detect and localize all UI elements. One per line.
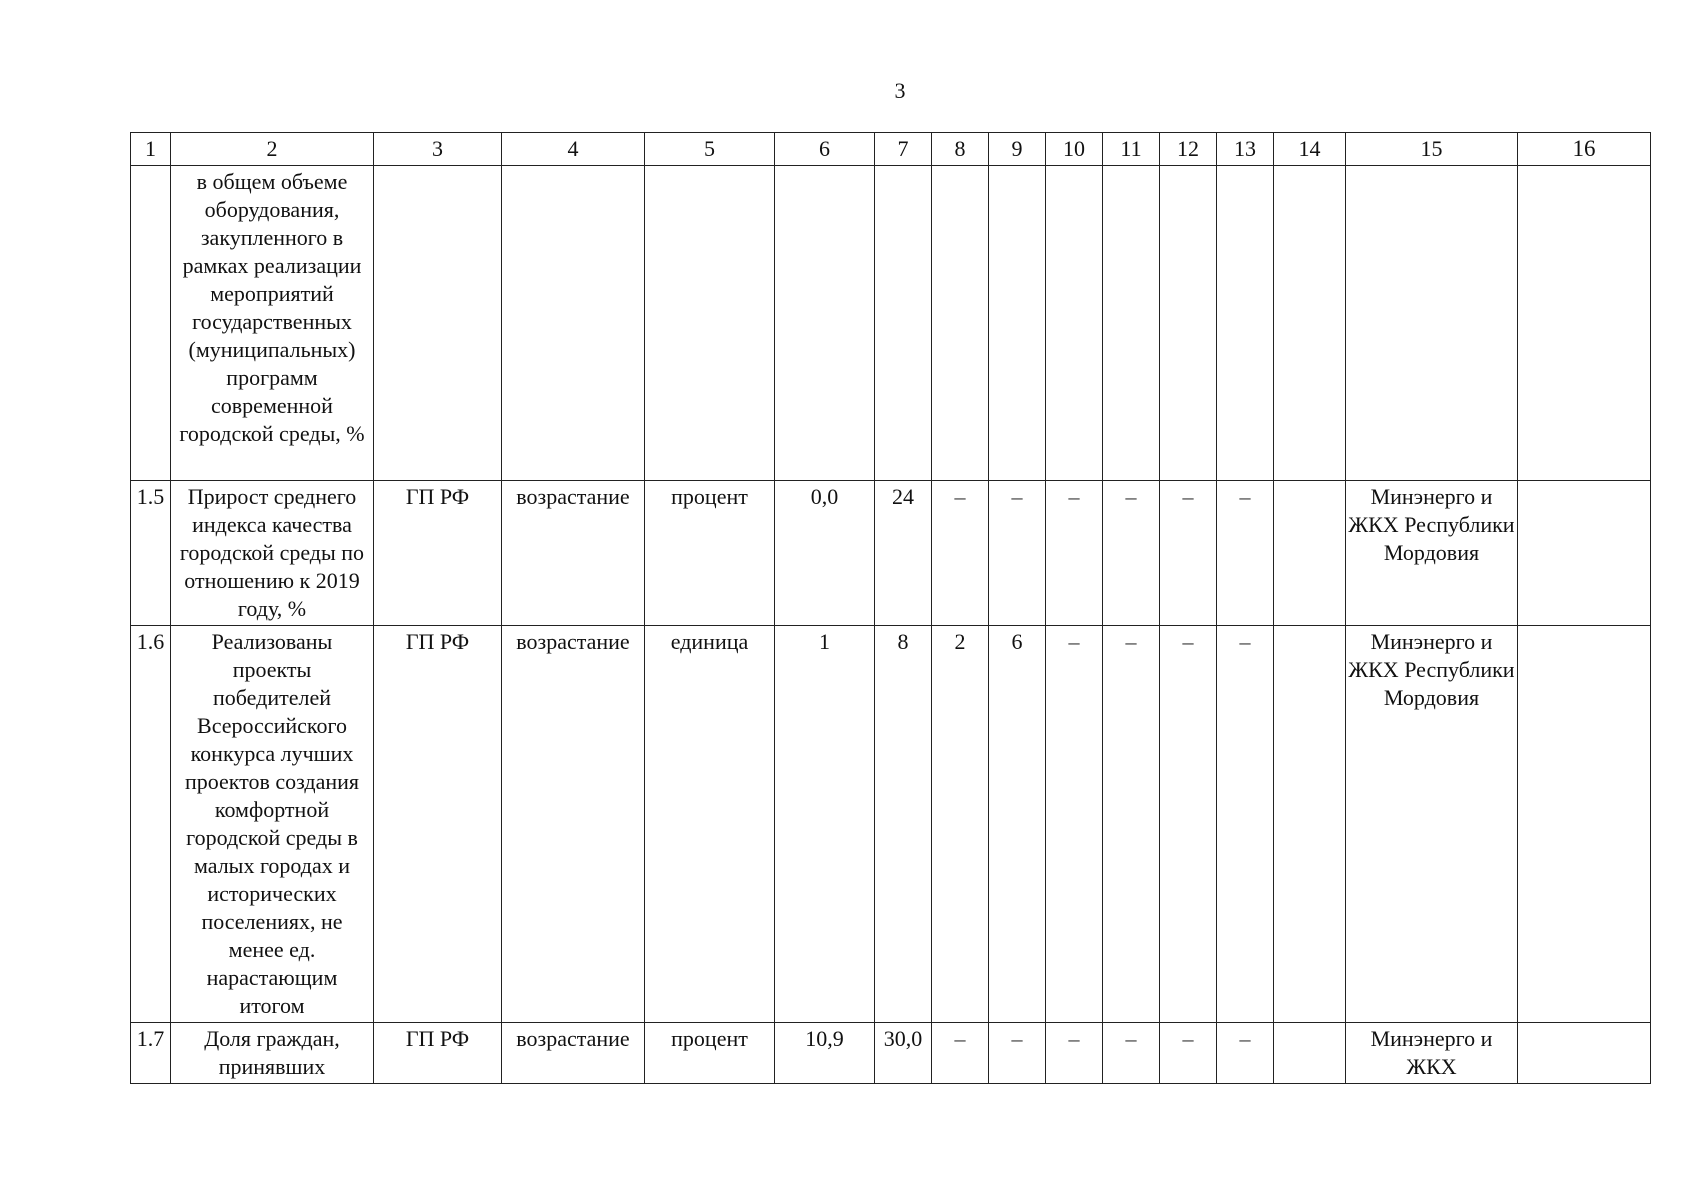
indicator-name-cell: в общем объеме оборудования, закупленного в рамках реализации мероприятий государственных (муниципальных) программ современной городской среды, %: [171, 166, 374, 481]
indicator-name-cell: Доля граждан, принявших: [171, 1023, 374, 1084]
table-cell: процент: [645, 1023, 775, 1084]
table-cell: [1160, 166, 1217, 481]
header-cell: 14: [1274, 133, 1346, 166]
row-number-cell: 1.6: [131, 626, 171, 1023]
table-cell: –: [1217, 1023, 1274, 1084]
table-cell: –: [1103, 626, 1160, 1023]
table-cell: –: [1160, 626, 1217, 1023]
indicator-name-cell: Прирост среднего индекса качества городской среды по отношению к 2019 году, %: [171, 481, 374, 626]
header-cell: 2: [171, 133, 374, 166]
table-cell: –: [932, 1023, 989, 1084]
table-cell: [1274, 166, 1346, 481]
row-number-cell: 1.5: [131, 481, 171, 626]
table-cell: [932, 166, 989, 481]
table-cell: ГП РФ: [374, 626, 502, 1023]
header-cell: 13: [1217, 133, 1274, 166]
table-cell: [1217, 166, 1274, 481]
table-cell: [989, 166, 1046, 481]
table-cell: –: [1103, 481, 1160, 626]
table-cell: [1518, 166, 1651, 481]
table-cell: [1103, 166, 1160, 481]
table-cell: [374, 166, 502, 481]
table-cell: –: [989, 1023, 1046, 1084]
table-cell: 6: [989, 626, 1046, 1023]
table-cell: [1518, 1023, 1651, 1084]
table-cell: возрастание: [502, 626, 645, 1023]
row-number-cell: 1.7: [131, 1023, 171, 1084]
table-cell: процент: [645, 481, 775, 626]
table-cell: –: [1046, 626, 1103, 1023]
responsible-cell: Минэнерго и ЖКХ Республики Мордовия: [1346, 626, 1518, 1023]
table-cell: ГП РФ: [374, 481, 502, 626]
table-cell: –: [1160, 481, 1217, 626]
table-cell: –: [1217, 481, 1274, 626]
table-row: [131, 481, 1651, 626]
page-number: 3: [894, 78, 906, 103]
table-cell: 30,0: [875, 1023, 932, 1084]
table-cell: [875, 166, 932, 481]
table-cell: –: [1046, 1023, 1103, 1084]
table-cell: [1274, 481, 1346, 626]
header-cell: 16: [1518, 133, 1651, 166]
table-cell: 8: [875, 626, 932, 1023]
table-cell: 1: [775, 626, 875, 1023]
table-cell: [1518, 626, 1651, 1023]
header-cell: 1: [131, 133, 171, 166]
responsible-cell: Минэнерго и ЖКХ Республики Мордовия: [1346, 481, 1518, 626]
table-cell: единица: [645, 626, 775, 1023]
header-cell: 6: [775, 133, 875, 166]
indicator-name-cell: Реализованы проекты победителей Всероссийского конкурса лучших проектов создания комфортной городской среды в малых городах и исторических поселениях, не менее ед. нарастающим итогом: [171, 626, 374, 1023]
table-cell: [1346, 166, 1518, 481]
table-cell: [1274, 626, 1346, 1023]
header-cell: 15: [1346, 133, 1518, 166]
table-cell: возрастание: [502, 1023, 645, 1084]
table-cell: [1046, 166, 1103, 481]
header-cell: 12: [1160, 133, 1217, 166]
header-cell: 5: [645, 133, 775, 166]
table-cell: 24: [875, 481, 932, 626]
header-cell: 3: [374, 133, 502, 166]
table-header-row: [131, 133, 1651, 166]
table-row: [131, 626, 1651, 1023]
table-cell: [1274, 1023, 1346, 1084]
header-cell: 9: [989, 133, 1046, 166]
row-number-cell: [131, 166, 171, 481]
table-cell: [775, 166, 875, 481]
table-cell: –: [989, 481, 1046, 626]
table-row: [131, 166, 1651, 481]
table-cell: –: [932, 481, 989, 626]
table-cell: –: [1160, 1023, 1217, 1084]
table-cell: [645, 166, 775, 481]
table-row: [131, 1023, 1651, 1084]
table-cell: 2: [932, 626, 989, 1023]
table-cell: –: [1103, 1023, 1160, 1084]
table-cell: возрастание: [502, 481, 645, 626]
header-cell: 11: [1103, 133, 1160, 166]
table-cell: –: [1217, 626, 1274, 1023]
responsible-cell: Минэнерго и ЖКХ: [1346, 1023, 1518, 1084]
indicators-table: [130, 132, 1651, 1084]
table-cell: 0,0: [775, 481, 875, 626]
header-cell: 4: [502, 133, 645, 166]
table-cell: [502, 166, 645, 481]
header-cell: 7: [875, 133, 932, 166]
header-cell: 8: [932, 133, 989, 166]
table-cell: 10,9: [775, 1023, 875, 1084]
header-cell: 10: [1046, 133, 1103, 166]
table-cell: –: [1046, 481, 1103, 626]
table-cell: [1518, 481, 1651, 626]
table-cell: ГП РФ: [374, 1023, 502, 1084]
